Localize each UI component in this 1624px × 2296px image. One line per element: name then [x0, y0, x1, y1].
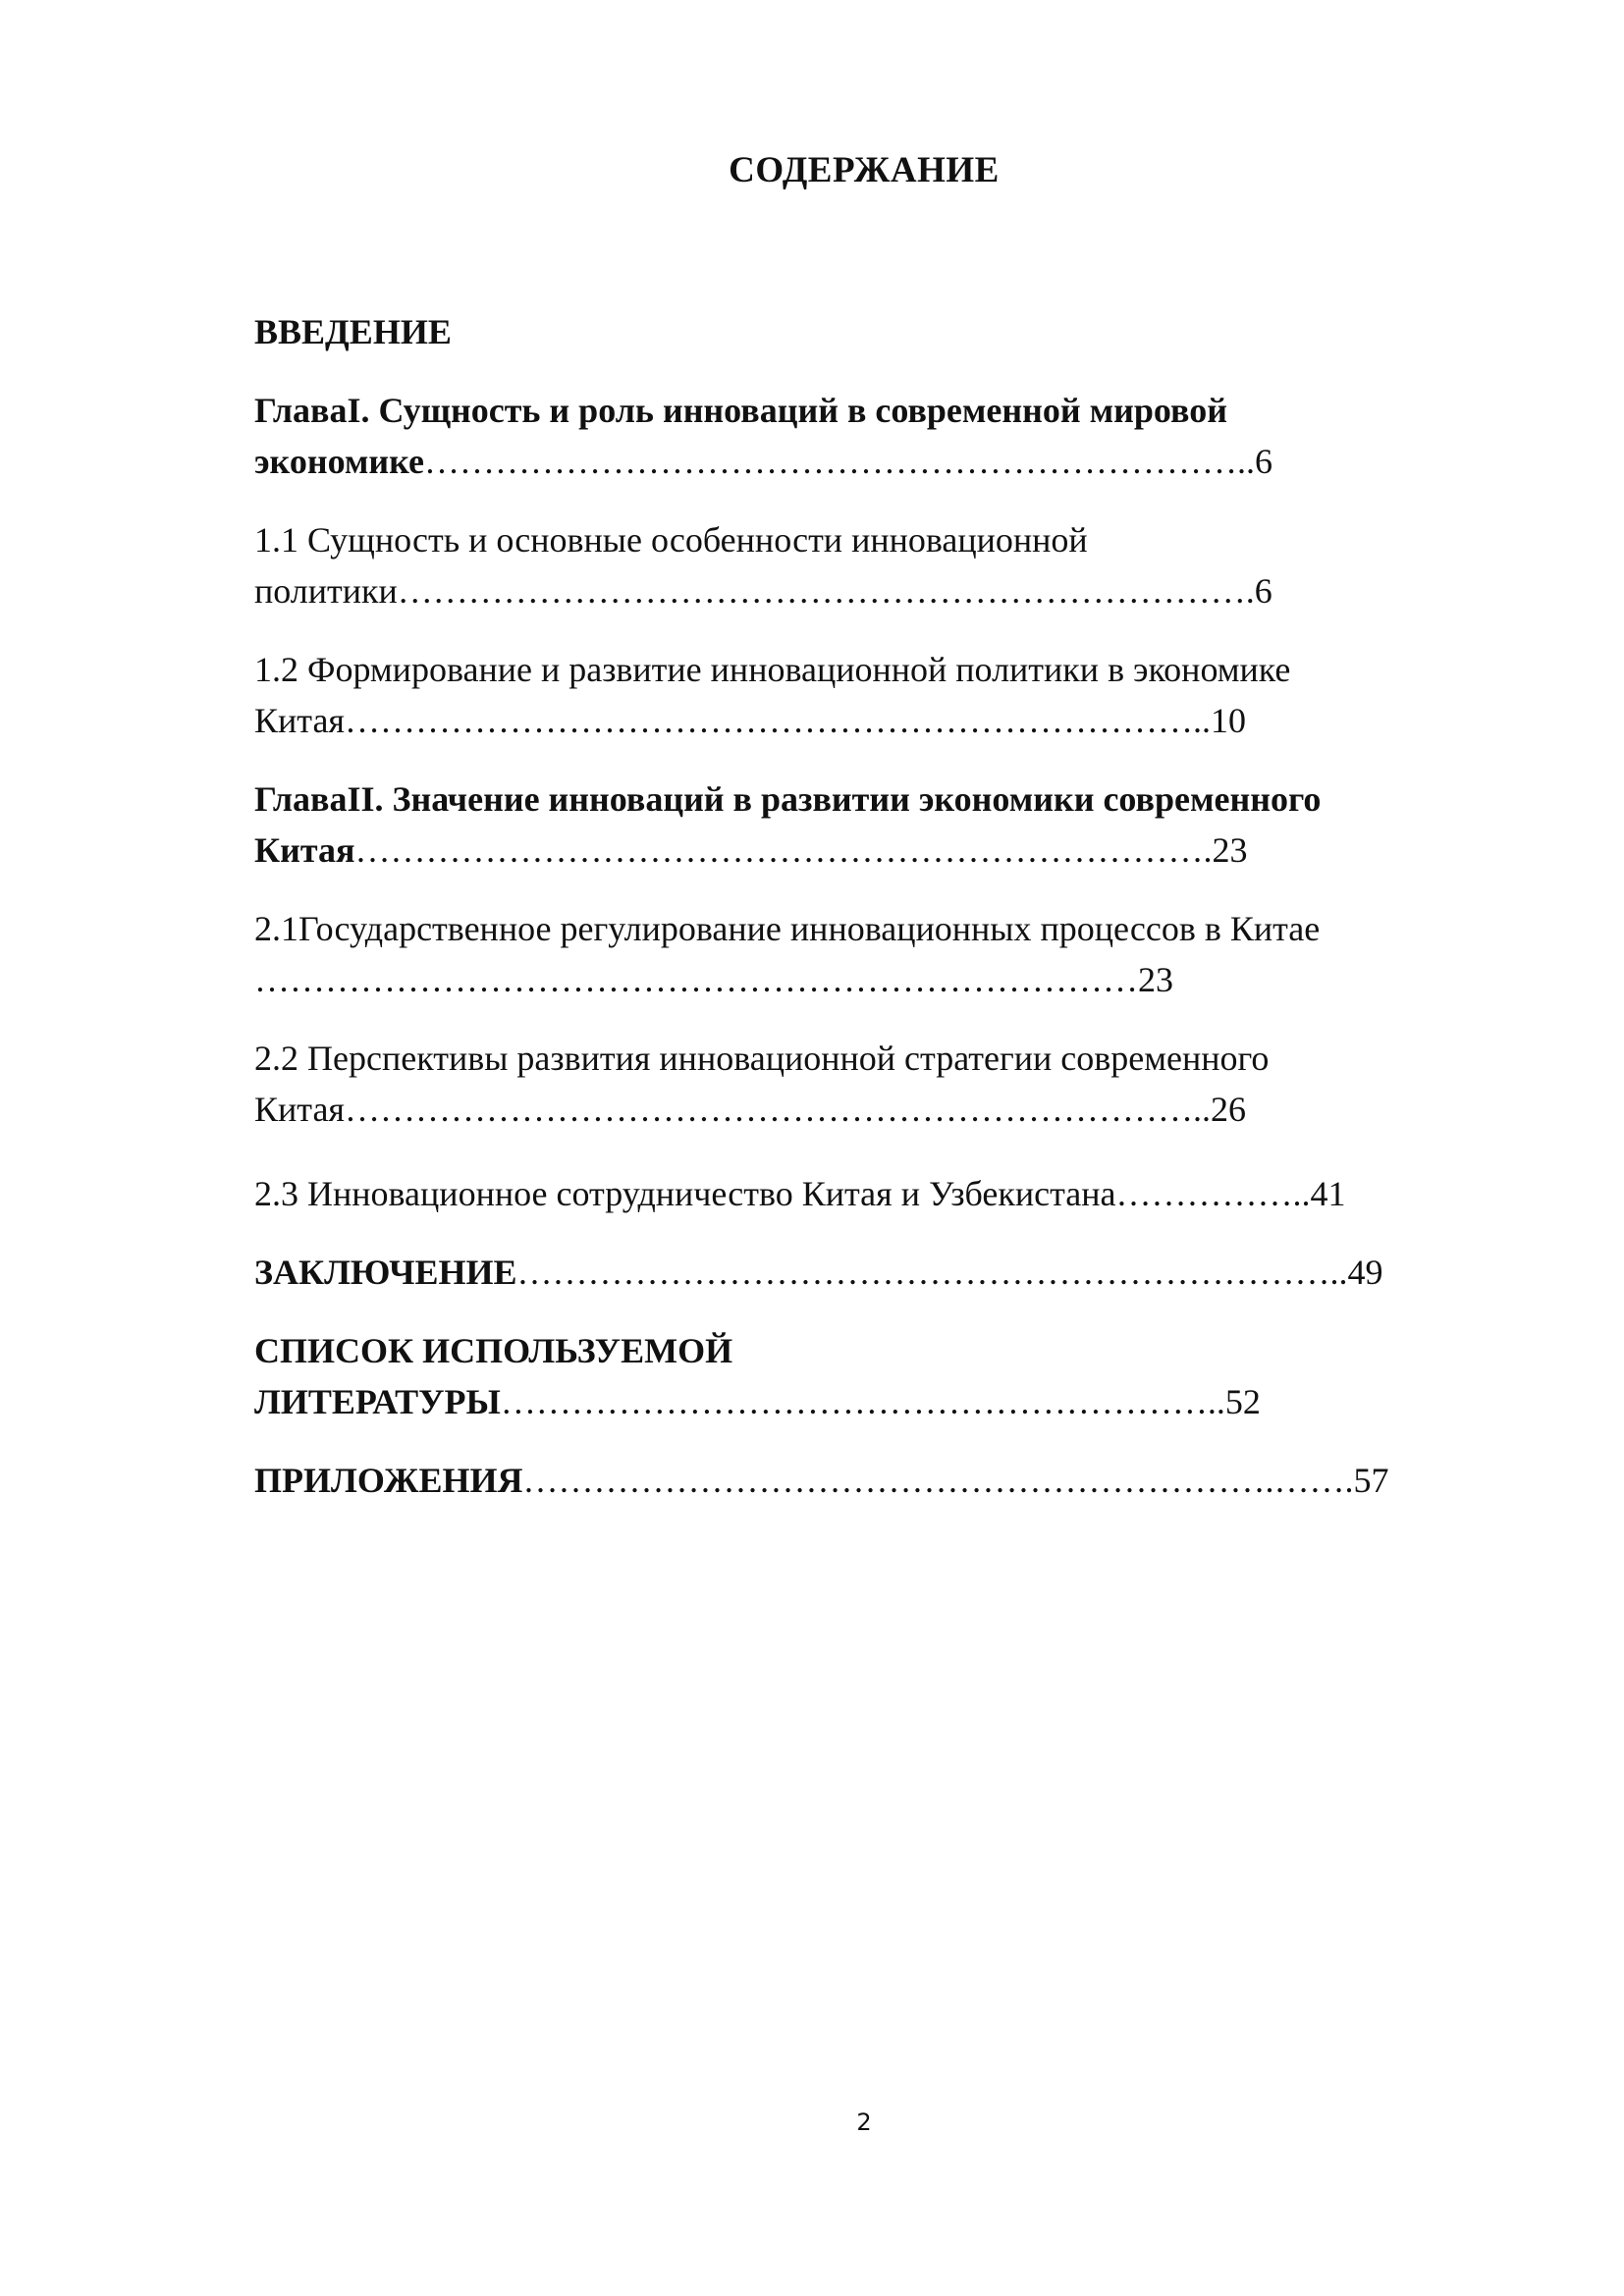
toc-section-2-3-entry	[254, 1174, 1345, 1213]
toc-chapter-1-title-end: экономике	[254, 442, 424, 481]
toc-page-number: 23	[1212, 830, 1248, 870]
toc-conclusion-title: ЗАКЛЮЧЕНИЕ	[254, 1253, 517, 1292]
toc-conclusion-entry	[254, 1253, 1383, 1292]
toc-chapter-1-entry	[254, 442, 1272, 481]
toc-page-number: 52	[1224, 1382, 1261, 1421]
toc-section-2-1-title: 2.1Государственное регулирование инновационных процессов в Китае	[254, 909, 1321, 948]
toc-page-number: 23	[1138, 960, 1173, 999]
leader-dots: ……………………………………………………..	[500, 1382, 1225, 1421]
leader-dots: ……………………………………………………………….	[397, 571, 1255, 611]
toc-references-title: СПИСОК ИСПОЛЬЗУЕМОЙ	[254, 1331, 733, 1370]
toc-section-2-1-entry	[254, 960, 1173, 999]
leader-dots: ……………………………………………………….…….	[522, 1461, 1354, 1500]
toc-section-1-1-title-end: политики	[254, 571, 398, 611]
toc-section-2-3-title: 2.3 Инновационное сотрудничество Китая и Узбекистана	[254, 1174, 1116, 1213]
toc-page-number: 10	[1211, 701, 1246, 740]
leader-dots: ………………………………………………………………..	[345, 701, 1211, 740]
leader-dots: …………………………………………………………………	[254, 960, 1138, 999]
toc-references-entry	[254, 1382, 1261, 1421]
toc-page-number: 26	[1211, 1090, 1246, 1129]
toc-section-1-1-title: 1.1 Сущность и основные особенности инновационной	[254, 520, 1088, 560]
leader-dots: ……………………………………………………………..	[423, 442, 1255, 481]
toc-section-1-2-title: 1.2 Формирование и развитие инновационной политики в экономике	[254, 650, 1291, 689]
toc-chapter-2-title: ГлаваII. Значение инноваций в развитии экономики современного	[254, 779, 1322, 819]
toc-page-number: 41	[1310, 1174, 1346, 1213]
leader-dots: ………………………………………………………………..	[345, 1090, 1211, 1129]
toc-chapter-2-title-end: Китая	[254, 830, 355, 870]
toc-appendix-title: ПРИЛОЖЕНИЯ	[254, 1461, 523, 1500]
toc-intro: ВВЕДЕНИЕ	[254, 312, 452, 351]
toc-page-number: 6	[1254, 571, 1272, 611]
page-number: 2	[856, 2109, 872, 2136]
toc-chapter-1-title: ГлаваI. Сущность и роль инноваций в современной мировой	[254, 391, 1227, 430]
toc-references-title-end: ЛИТЕРАТУРЫ	[254, 1382, 501, 1421]
leader-dots: ……………………………………………………………….	[354, 830, 1213, 870]
toc-section-2-2-entry	[254, 1090, 1246, 1129]
page-title: СОДЕРЖАНИЕ	[729, 150, 1000, 190]
leader-dots: ……………………………………………………………..	[516, 1253, 1348, 1292]
toc-page-number: 6	[1254, 442, 1272, 481]
toc-chapter-2-entry	[254, 830, 1247, 870]
toc-section-2-2-title-end: Китая	[254, 1090, 345, 1129]
leader-dots: ……………..	[1115, 1174, 1311, 1213]
toc-section-2-2-title: 2.2 Перспективы развития инновационной стратегии современного	[254, 1039, 1270, 1078]
toc-section-1-2-title-end: Китая	[254, 701, 345, 740]
toc-page-number: 49	[1347, 1253, 1383, 1292]
toc-section-1-2-entry	[254, 701, 1246, 740]
toc-appendix-entry	[254, 1461, 1389, 1500]
toc-section-1-1-entry	[254, 571, 1272, 611]
toc-page-number: 57	[1353, 1461, 1389, 1500]
